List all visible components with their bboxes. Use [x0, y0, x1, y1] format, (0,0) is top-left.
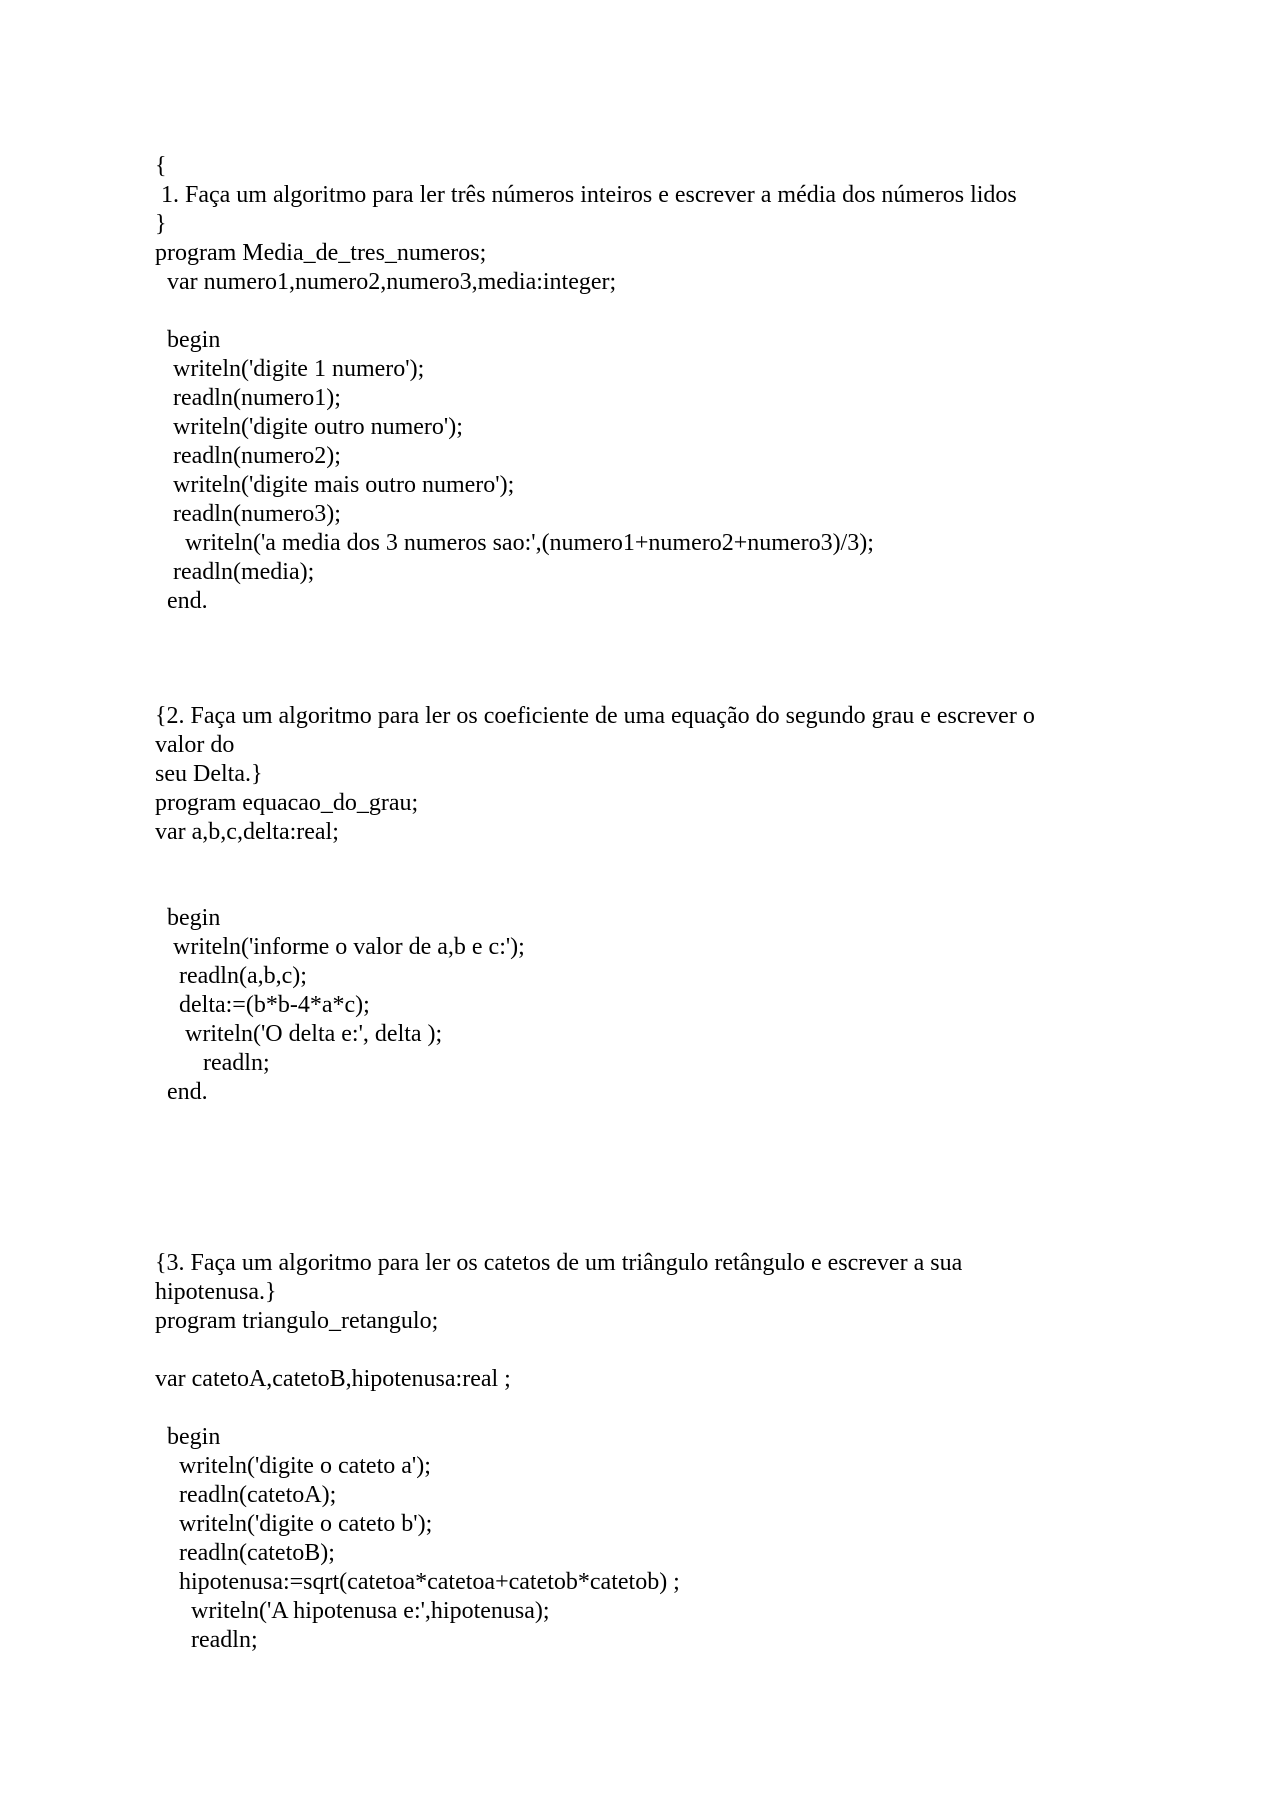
code-line: writeln('digite mais outro numero'); — [155, 472, 515, 498]
code-line: hipotenusa:=sqrt(catetoa*catetoa+catetob*catetob) ; — [155, 1569, 680, 1595]
code-line: readln(numero3); — [155, 501, 341, 527]
code-line: readln(catetoB); — [155, 1540, 335, 1566]
code-line: writeln('digite 1 numero'); — [155, 356, 425, 382]
code-line: writeln('digite o cateto a'); — [155, 1453, 431, 1479]
code-line: readln(numero1); — [155, 385, 341, 411]
exercise-2-statement: valor do — [155, 732, 235, 758]
code-line: begin — [155, 327, 221, 353]
code-line: readln(media); — [155, 559, 315, 585]
exercise-1-statement: 1. Faça um algoritmo para ler três números inteiros e escrever a média dos números lidos — [155, 182, 1017, 208]
code-line: readln(a,b,c); — [155, 963, 307, 989]
code-line: begin — [155, 905, 221, 931]
code-line: } — [155, 211, 167, 237]
program-declaration: program triangulo_retangulo; — [155, 1308, 439, 1334]
program-declaration: program Media_de_tres_numeros; — [155, 240, 487, 266]
code-line: writeln('digite outro numero'); — [155, 414, 463, 440]
exercise-3-statement: hipotenusa.} — [155, 1279, 277, 1305]
program-declaration: program equacao_do_grau; — [155, 790, 419, 816]
code-line: readln; — [155, 1050, 270, 1076]
code-line: readln(catetoA); — [155, 1482, 337, 1508]
code-line: writeln('A hipotenusa e:',hipotenusa); — [155, 1598, 550, 1624]
var-declaration: var numero1,numero2,numero3,media:integer; — [155, 269, 617, 295]
code-line: readln(numero2); — [155, 443, 341, 469]
exercise-3-statement: {3. Faça um algoritmo para ler os catetos de um triângulo retângulo e escrever a sua — [155, 1250, 963, 1276]
code-line: end. — [155, 588, 208, 614]
var-declaration: var catetoA,catetoB,hipotenusa:real ; — [155, 1366, 511, 1392]
code-line: writeln('a media dos 3 numeros sao:',(numero1+numero2+numero3)/3); — [155, 530, 874, 556]
code-line: { — [155, 153, 167, 179]
code-line: delta:=(b*b-4*a*c); — [155, 992, 370, 1018]
code-line: writeln('O delta e:', delta ); — [155, 1021, 443, 1047]
code-line: readln; — [155, 1627, 258, 1653]
exercise-2-statement: seu Delta.} — [155, 761, 263, 787]
var-declaration: var a,b,c,delta:real; — [155, 819, 339, 845]
code-line: begin — [155, 1424, 221, 1450]
code-line: writeln('digite o cateto b'); — [155, 1511, 433, 1537]
code-line: writeln('informe o valor de a,b e c:'); — [155, 934, 525, 960]
code-line: end. — [155, 1079, 208, 1105]
exercise-2-statement: {2. Faça um algoritmo para ler os coeficiente de uma equação do segundo grau e escrever o — [155, 703, 1035, 729]
